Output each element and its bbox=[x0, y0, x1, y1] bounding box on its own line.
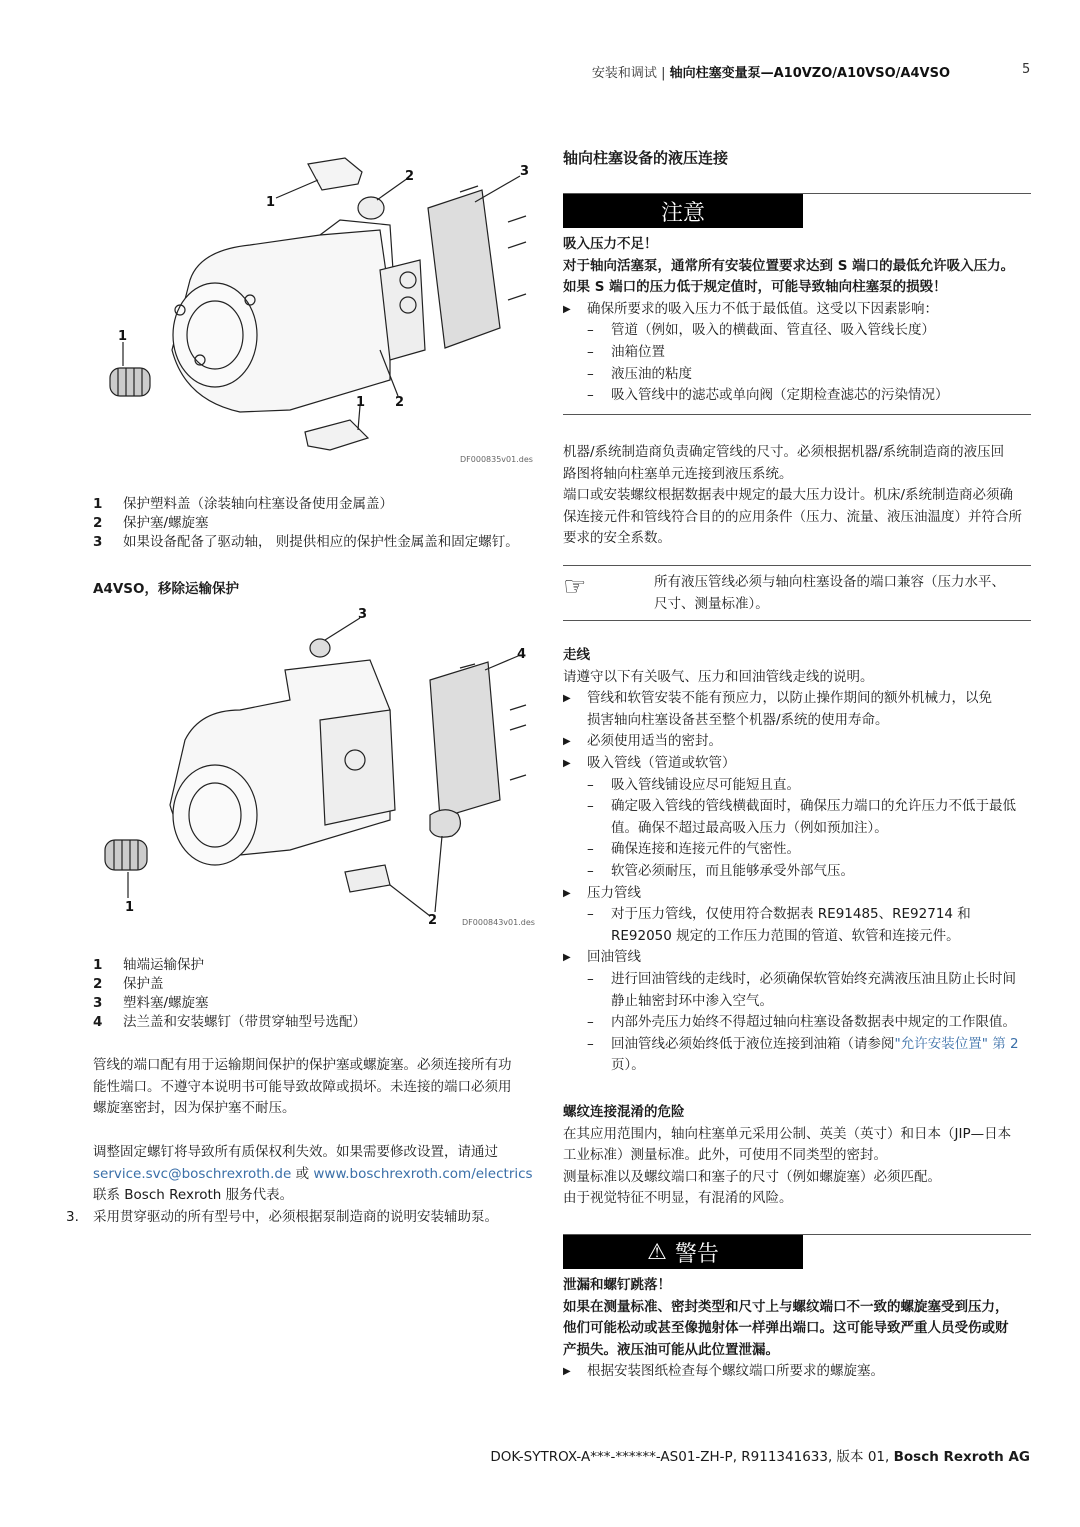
right-section-title: 轴向柱塞设备的液压连接 bbox=[563, 149, 729, 167]
section-heading-a4vso: A4VSO，移除运输保护 bbox=[93, 581, 239, 597]
notice-body: 吸入压力不足！ 对于轴向活塞泵，通常所有安装位置要求达到 S 端口的最低允许吸入压力。 如果 S 端口的压力低于规定值时，可能导致轴向柱塞泵的损毁！ ▶ 确保所要求的吸入压力不低于最低值。这受以下因素影响： – 管道（例如，吸入的横截面、管直径、吸入管线长度） – 油箱位置 – 液压油的粘度 – 吸入管线中的滤芯或单向阀（定期检查滤芯的污染情况） bbox=[563, 236, 1015, 404]
warning-body: 泄漏和螺钉跳落！ 如果在测量标准、密封类型和尺寸上与螺纹端口不一致的螺旋塞受到压力， 他们可能松动或甚至像抛射体一样弹出端口。这可能导致严重人员受伤或财 产损失。液压油可能从此位置泄漏。 ▶ 根据安装图纸检查每个螺纹端口所要求的螺旋塞。 bbox=[563, 1275, 1033, 1383]
fig1-label-2b: 2 bbox=[395, 395, 405, 410]
legend-item: 1 保护塑料盖（涂装轴向柱塞设备使用金属盖） bbox=[93, 496, 393, 512]
figure1-legend bbox=[93, 495, 519, 552]
service-email-link[interactable]: service.svc@boschrexroth.de bbox=[93, 1165, 292, 1182]
legend-item: 3 如果设备配备了驱动轴， 则提供相应的保护性金属盖和固定螺钉。 bbox=[93, 534, 519, 550]
fig2-label-3: 3 bbox=[358, 607, 368, 622]
notice-banner: 注意 bbox=[563, 194, 803, 228]
legend-item: 1 轴端运输保护 bbox=[93, 957, 204, 973]
bullet-triangle-icon: ▶ bbox=[563, 736, 571, 748]
fig1-label-2: 2 bbox=[405, 169, 415, 184]
bullet-triangle-icon: ▶ bbox=[563, 303, 571, 315]
fig1-label-1c: 1 bbox=[356, 395, 366, 410]
fig1-label-1b: 1 bbox=[118, 329, 128, 344]
fig1-label-3: 3 bbox=[520, 164, 530, 179]
pointing-hand-icon: ☞ bbox=[563, 572, 587, 602]
fig2-code: DF000843v01.des bbox=[462, 918, 535, 927]
bullet-triangle-icon: ▶ bbox=[563, 887, 571, 899]
service-url-link[interactable]: www.boschrexroth.com/electrics bbox=[313, 1165, 533, 1182]
warning-label: 警告 bbox=[674, 1241, 719, 1267]
header-title: 轴向柱塞变量泵—A10VZO/A10VSO/A4VSO bbox=[669, 66, 950, 81]
warning-triangle-icon: ⚠ bbox=[647, 1239, 667, 1265]
bullet-triangle-icon: ▶ bbox=[563, 952, 571, 964]
left-paragraph-ports: 管线的端口配有用于运输期间保护的保护塞或螺旋塞。必须连接所有功 能性端口。不遵守本说明书可能导致故障或损坏。未连接的端口必须用 螺旋塞密封，因为保护塞不耐压。 bbox=[93, 1057, 512, 1117]
bullet-triangle-icon: ▶ bbox=[563, 1366, 571, 1378]
tip-text: 所有液压管线必须与轴向柱塞设备的端口兼容（压力水平、 尺寸、测量标准）。 bbox=[654, 574, 1005, 612]
fig2-label-1: 1 bbox=[125, 900, 135, 915]
install-position-link[interactable]: "允许安装位置" 第 2 bbox=[894, 1035, 1019, 1052]
pump-diagram-a10vso bbox=[90, 150, 540, 470]
thread-section: 螺纹连接混淆的危险 在其应用范围内，轴向柱塞单元采用公制、英美（英寸）和日本（JIP—日本 工业标准）测量标准。此外，可使用不同类型的密封。 测量标准以及螺纹端口和塞子的尺寸（例如螺旋塞）必须匹配。 由于视觉特征不明显，有混淆的风险。 bbox=[563, 1104, 1012, 1207]
left-step-3: 3. 采用贯穿驱动的所有型号中，必须根据泵制造商的说明安装辅助泵。 bbox=[66, 1209, 498, 1225]
fig1-label-1: 1 bbox=[266, 195, 276, 210]
divider bbox=[563, 414, 1031, 415]
page-number: 5 bbox=[1022, 62, 1031, 77]
bullet-triangle-icon: ▶ bbox=[563, 757, 571, 769]
figure2-legend bbox=[93, 956, 366, 1032]
page-footer: DOK-SYTROX-A***-******-AS01-ZH-P, R911341633, 版本 01, Bosch Rexroth AG bbox=[490, 1449, 1030, 1465]
legend-item: 2 保护塞/螺旋塞 bbox=[93, 515, 209, 531]
left-paragraph-service: 调整固定螺钉将导致所有质保权利失效。如果需要修改设置，请通过 service.svc@boschrexroth.de 或 www.boschrexroth.com/electrics 联系 Bosch Rexroth 服务代表。 bbox=[93, 1144, 533, 1204]
divider bbox=[563, 620, 1031, 621]
legend-item: 3 塑料塞/螺旋塞 bbox=[93, 995, 209, 1011]
divider bbox=[563, 565, 1031, 566]
page-header: 安装和调试 | 轴向柱塞变量泵—A10VZO/A10VSO/A4VSO bbox=[591, 66, 950, 81]
fig2-label-4: 4 bbox=[517, 647, 527, 662]
legend-item: 2 保护盖 bbox=[93, 976, 164, 992]
pump-diagram-a4vso bbox=[90, 600, 540, 930]
fig2-label-2: 2 bbox=[428, 913, 438, 928]
header-section: 安装和调试 bbox=[591, 66, 657, 81]
right-paragraph-lines: 机器/系统制造商负责确定管线的尺寸。必须根据机器/系统制造商的液压回 路图将轴向柱塞单元连接到液压系统。 端口或安装螺纹根据数据表中规定的最大压力设计。机床/系统制造商必须确 保连接元件和管线符合目的的应用条件（压力、流量、液压油温度）并符合所 要求的安全系数。 bbox=[563, 444, 1022, 547]
warning-banner bbox=[563, 1235, 803, 1269]
routing-section: 走线 请遵守以下有关吸气、压力和回油管线走线的说明。 ▶ 管线和软管安装不能有预应力，以防止操作期间的额外机械力，以免 损害轴向柱塞设备甚至整个机器/系统的使用寿命。 ▶ 必须使用适当的密封。 ▶ 吸入管线（管道或软管） – 吸入管线铺设应尽可能短且直。 – 确定吸入管线的管线横截面时，确保压力端口的允许压力不低于最低 值。确保不超过最高吸入压力（例如预加注）。 – 确保连接和连接元件的气密性。 – 软管必须耐压，而且能够承受外部气压。 ▶ 压力管线 – 对于压力管线，仅使用符合数据表 RE91485、RE92714 和 RE92050 规定的工作压力范围的管道、软管和连接元件。 ▶ 回油管线 – 进行回油管线的走线时，必须确保软管始终充满液压油且防止长时间 静止轴密封环中渗入空气。 – 内部外壳压力始终不得超过轴向柱塞设备数据表中规定的工作限值。 – 回油管线必须始终低于液位连接到油箱（请参阅"允许安装位置" 第 2 页）。 bbox=[563, 647, 1019, 1074]
bullet-triangle-icon: ▶ bbox=[563, 693, 571, 705]
fig1-code: DF000835v01.des bbox=[460, 455, 533, 464]
legend-item: 4 法兰盖和安装螺钉（带贯穿轴型号选配） bbox=[93, 1014, 366, 1030]
